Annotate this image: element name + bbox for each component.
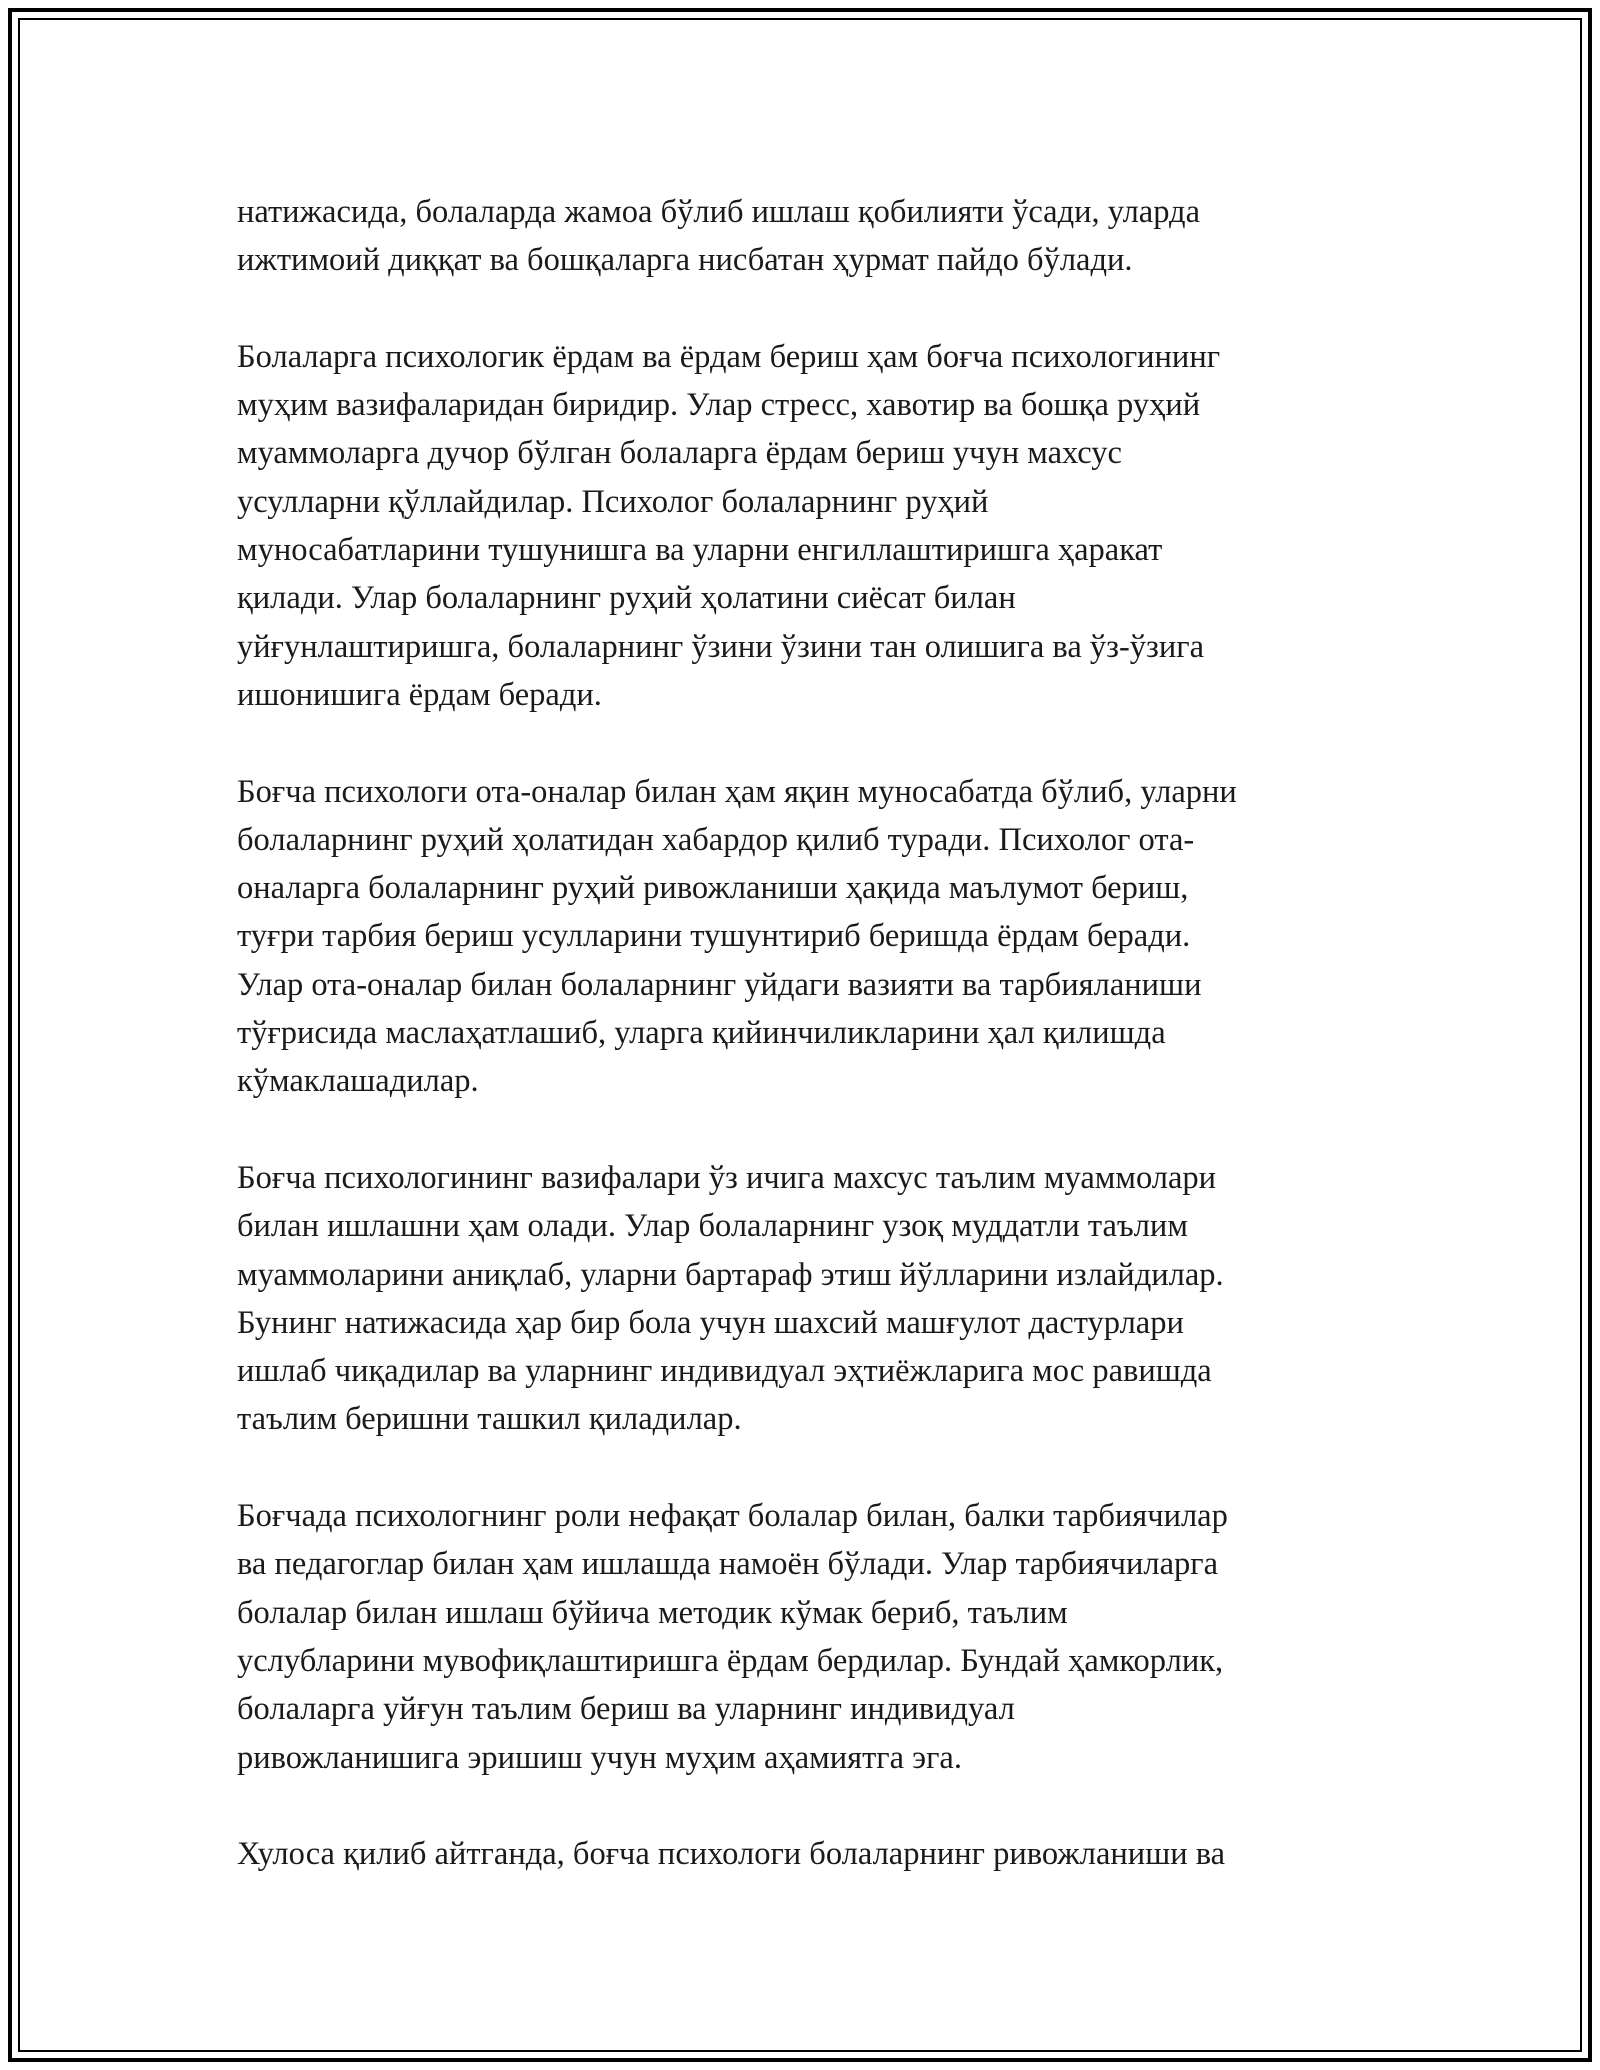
document-body: [237, 188, 1377, 1927]
paragraph: Боғча психологининг вазифалари ўз ичига махсус таълим муаммолари билан ишлашни ҳам олади. Улар болаларнинг узоқ муддатли таълим муаммоларини аниқлаб, уларни бартараф этиш йўлларини излайдилар. Бунинг натижасида ҳар бир бола учун шахсий машғулот дастурлари ишлаб чиқадилар ва уларнинг индивидуал эҳтиёжларига мос равишда таълим беришни ташкил қиладилар.: [237, 1159, 1224, 1438]
paragraph: Боғча психологи ота-оналар билан ҳам яқин муносабатда бўлиб, уларни болаларнинг руҳий ҳолатидан хабардор қилиб туради. Психолог ота- оналарга болаларнинг руҳий ривожланиши ҳақида маълумот бериш, туғри тарбия бериш усулларини тушунтириб беришда ёрдам беради. Улар ота-оналар билан болаларнинг уйдаги вазияти ва тарбияланиши тўғрисида маслаҳатлашиб, уларга қийинчиликларини ҳал қилишда кўмаклашадилар.: [237, 773, 1237, 1100]
paragraph: Болаларга психологик ёрдам ва ёрдам бериш ҳам боғча психологининг муҳим вазифаларидан биридир. Улар стресс, хавотир ва бошқа руҳий муаммоларга дучор бўлган болаларга ёрдам бериш учун махсус усулларни қўллайдилар. Психолог болаларнинг руҳий муносабатларини тушунишга ва уларни енгиллаштиришга ҳаракат қилади. Улар болаларнинг руҳий ҳолатини сиёсат билан уйғунлаштиришга, болаларнинг ўзини ўзини тан олишига ва ўз-ўзига ишонишига ёрдам беради.: [237, 338, 1221, 713]
paragraph: Боғчада психологнинг роли нефақат болалар билан, балки тарбиячилар ва педагоглар билан ҳам ишлашда намоён бўлади. Улар тарбиячиларга болалар билан ишлаш бўйича методик кўмак бериб, таълим услубларини мувофиқлаштиришга ёрдам бердилар. Бундай ҳамкорлик, болаларга уйғун таълим бериш ва уларнинг индивидуал ривожланишига эришиш учун муҳим аҳамиятга эга.: [237, 1498, 1228, 1776]
paragraph: натижасида, болаларда жамоа бўлиб ишлаш қобилияти ўсади, уларда ижтимоий диққат ва бошқаларга нисбатан ҳурмат пайдо бўлади.: [237, 194, 1201, 279]
paragraph: Хулоса қилиб айтганда, боғча психологи болаларнинг ривожланиши ва: [237, 1836, 1226, 1873]
